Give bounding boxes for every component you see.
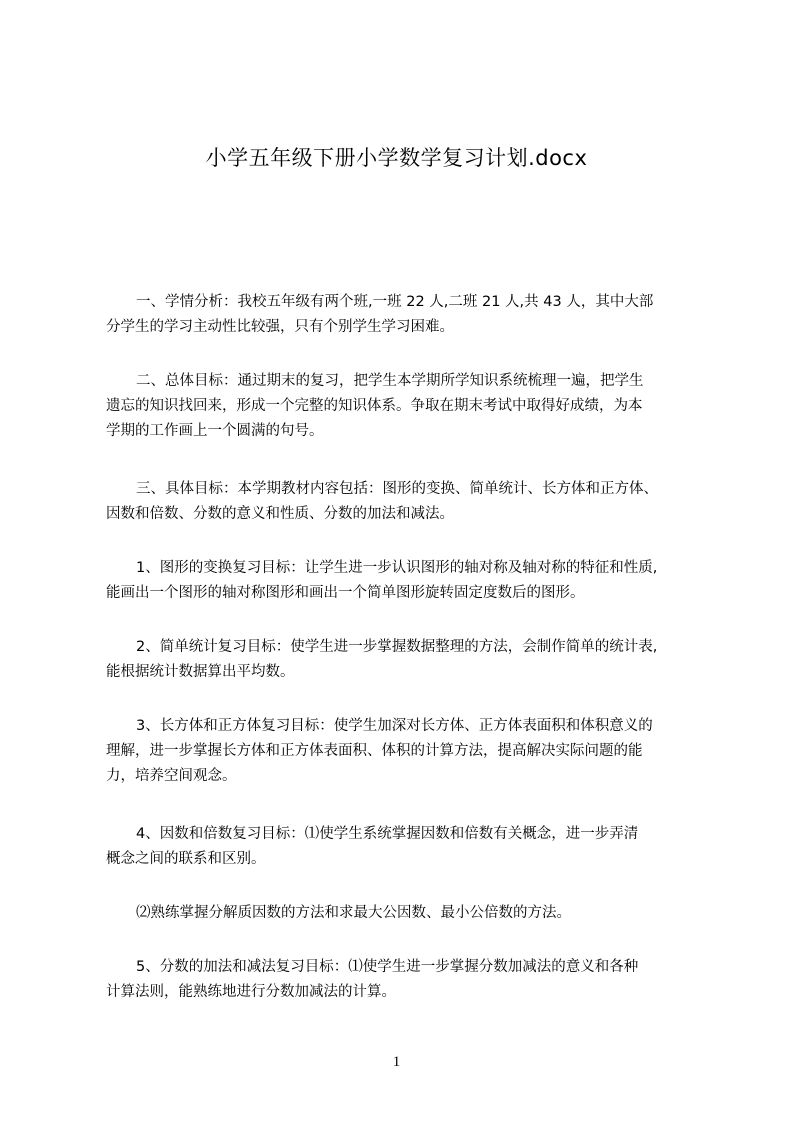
paragraph-fraction-goal [106,955,718,1005]
paragraph-line: 计算法则，能熟练地进行分数加减法的计算。 [106,984,396,1000]
paragraph-line: 5、分数的加法和减法复习目标：⑴使学生进一步掌握分数加减法的意义和各种 [136,959,639,975]
paragraph-factors-goal [106,822,718,872]
paragraph-line: 1、图形的变换复习目标：让学生进一步认识图形的轴对称及轴对称的特征和性质, [136,560,658,576]
paragraph-overall-goal [106,369,718,444]
paragraph-line: 3、长方体和正方体复习目标：使学生加深对长方体、正方体表面积和体积意义的 [136,718,653,734]
paragraph-line: 二、总体目标：通过期末的复习，把学生本学期所学知识系统梳理一遍，把学生 [136,373,644,389]
paragraph-line: ⑵熟练掌握分解质因数的方法和求最大公因数、最小公倍数的方法。 [136,905,571,921]
paragraph-line: 概念之间的联系和区别。 [106,851,266,867]
paragraph-line: 学期的工作画上一个圆满的句号。 [106,423,324,439]
paragraph-line: 一、学情分析：我校五年级有两个班,一班 22 人,二班 21 人,共 43 人，其中大部 [136,294,654,310]
paragraph-line: 因数和倍数、分数的意义和性质、分数的加法和减法。 [106,506,454,522]
paragraph-transformation-goal [106,556,718,606]
paragraph-prime-factorization [106,901,718,926]
page-number: 1 [392,1054,401,1070]
paragraph-statistics-goal [106,635,718,685]
paragraph-line: 分学生的学习主动性比较强，只有个别学生学习困难。 [106,319,454,335]
paragraph-cuboid-goal [106,714,718,789]
paragraph-line: 理解，进一步掌握长方体和正方体表面积、体积的计算方法，提高解决实际问题的能 [106,743,643,759]
document-title: 小学五年级下册小学数学复习计划.docx [205,146,588,170]
paragraph-situation-analysis [106,290,718,340]
paragraph-line: 能画出一个图形的轴对称图形和画出一个简单图形旋转固定度数后的图形。 [106,585,585,601]
paragraph-line: 遗忘的知识找回来，形成一个完整的知识体系。争取在期末考试中取得好成绩，为本 [106,398,643,414]
paragraph-line: 能根据统计数据算出平均数。 [106,664,295,680]
paragraph-line: 4、因数和倍数复习目标：⑴使学生系统掌握因数和倍数有关概念，进一步弄清 [136,826,639,842]
paragraph-specific-goal [106,477,718,527]
paragraph-line: 2、简单统计复习目标：使学生进一步掌握数据整理的方法，会制作简单的统计表, [136,639,658,655]
paragraph-line: 三、具体目标：本学期教材内容包括：图形的变换、简单统计、长方体和正方体、 [136,481,658,497]
paragraph-line: 力，培养空间观念。 [106,768,237,784]
